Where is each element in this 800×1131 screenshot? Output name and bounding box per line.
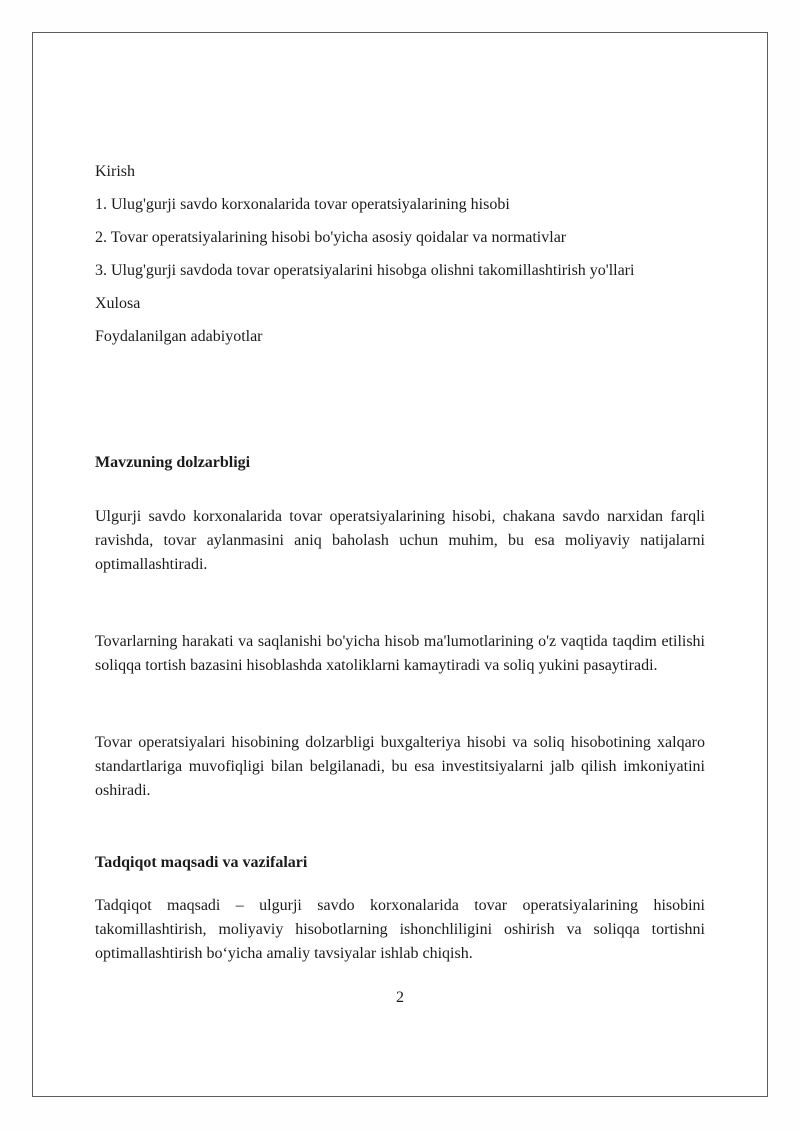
body-paragraph: Ulgurji savdo korxonalarida tovar operatsiyalarining hisobi, chakana savdo narxidan farqli ravishda, tovar aylanmasini aniq baholash uchun muhim, bu esa moliyaviy natijalarni optimallashtiradi. — [95, 508, 705, 573]
toc-item-kirish: Kirish — [95, 163, 135, 180]
toc-item-3: 3. Ulug'gurji savdoda tovar operatsiyalarini hisobga olishni takomillashtirish yo'llari — [95, 262, 635, 279]
body-paragraph: Tovarlarning harakati va saqlanishi bo'yicha hisob ma'lumotlarining o'z vaqtida taqdim etilishi soliqqa tortish bazasini hisoblashda xatoliklarni kamaytiradi va soliq yukini pasaytiradi. — [95, 633, 705, 674]
section-heading-mavzuning-dolzarbligi: Mavzuning dolzarbligi — [95, 454, 251, 471]
body-paragraph: Tadqiqot maqsadi – ulgurji savdo korxonalarida tovar operatsiyalarining hisobini takomillashtirish, moliyaviy hisobotlarning ishonchliligini oshirish va soliqqa tortishni optimallashtirish boʻyicha amaliy tavsiyalar ishlab chiqish. — [95, 897, 705, 962]
toc-item-2: 2. Tovar operatsiyalarining hisobi bo'yicha asosiy qoidalar va normativlar — [95, 229, 567, 246]
toc-item-xulosa: Xulosa — [95, 295, 141, 312]
page-number: 2 — [396, 989, 404, 1006]
section-heading-tadqiqot-maqsadi: Tadqiqot maqsadi va vazifalari — [95, 854, 308, 871]
toc-item-1: 1. Ulug'gurji savdo korxonalarida tovar operatsiyalarining hisobi — [95, 196, 510, 213]
body-paragraph: Tovar operatsiyalari hisobining dolzarbligi buxgalteriya hisobi va soliq hisobotining xalqaro standartlariga muvofiqligi bilan belgilanadi, bu esa investitsiyalarni jalb qilish imkoniyatini oshiradi. — [95, 734, 705, 799]
table-of-contents — [95, 155, 705, 353]
toc-item-adabiyotlar: Foydalanilgan adabiyotlar — [95, 328, 263, 345]
page-content — [33, 155, 767, 1010]
page-border — [32, 32, 768, 1097]
